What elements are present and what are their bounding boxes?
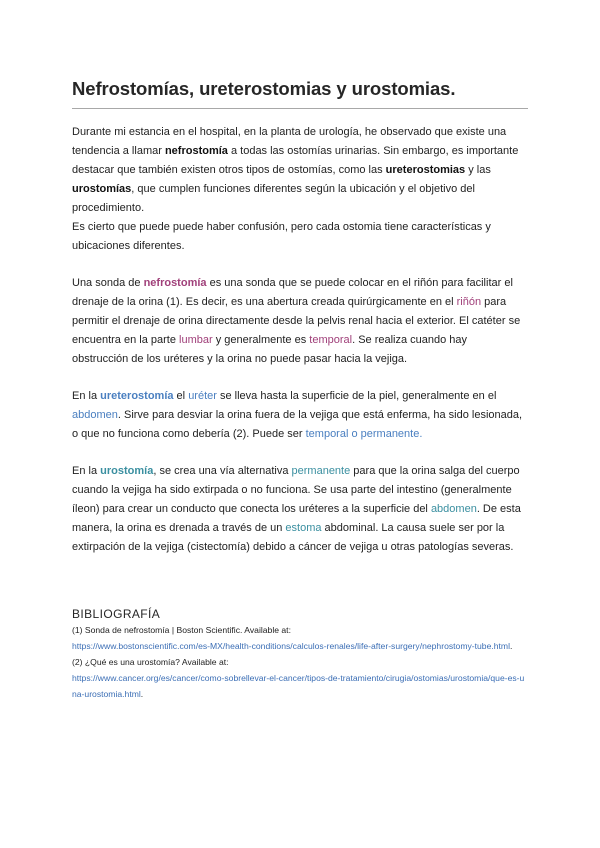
uro-text-3: para que la orina salga del cuerpo cuando la vejiga ha sido extirpada o no funciona. Se usa parte del intestino (generalmente íleon) para crear un conducto que conecta los uréteres a la superficie del — [72, 465, 520, 515]
bibliography-heading: BIBLIOGRAFÍA — [72, 607, 161, 621]
term-ureterostomias: ureterostomias — [385, 164, 466, 176]
bibliography-section — [72, 607, 526, 702]
keyword-lumbar: lumbar — [179, 334, 213, 346]
keyword-temporal-permanente: temporal o permanente. — [305, 428, 423, 440]
uretero-text-3: se lleva hasta la superficie de la piel, generalmente en el — [216, 390, 497, 402]
keyword-ureter: uréter — [188, 390, 217, 402]
intro-text-5: Es cierto que puede puede haber confusión, pero cada ostomia tiene características y ubicaciones diferentes. — [72, 221, 491, 252]
keyword-abdomen-2: abdomen — [430, 503, 477, 515]
ureterostomia-paragraph — [72, 387, 526, 444]
keyword-nefrostomia: nefrostomía — [143, 277, 207, 289]
nefrostomia-paragraph — [72, 274, 526, 369]
uretero-text-1: En la — [72, 390, 101, 402]
nefro-text-2: es una sonda que se puede colocar en el riñón para facilitar el drenaje de la orina (1). Es decir, es una abertura creada quirúrgicamente en el — [72, 277, 513, 308]
keyword-ureterostomia: ureterostomía — [100, 390, 174, 402]
keyword-temporal: temporal — [309, 334, 353, 346]
term-nefrostomia: nefrostomía — [164, 145, 228, 157]
intro-text-2: a todas las ostomías urinarias. Sin embargo, es importante destacar que también existen otros tipos de ostomías, como las — [72, 145, 519, 176]
reference-1-link[interactable]: https://www.bostonscientific.com/es-MX/health-conditions/calculos-renales/life-after-surgery/nephrostomy-tube.html — [72, 641, 510, 651]
reference-1-citation: (1) Sonda de nefrostomía | Boston Scientific. Available at: — [72, 625, 291, 635]
keyword-permanente: permanente — [291, 465, 351, 477]
reference-2-entry — [72, 670, 526, 702]
intro-text-3: y las — [465, 164, 491, 176]
nefro-text-4: y generalmente es — [212, 334, 310, 346]
uretero-text-4: . Sirve para desviar la orina fuera de la vejiga que está enferma, ha sido lesionada, o que no funciona como debería (2). Puede ser — [72, 409, 523, 440]
uro-text-5: abdominal. La causa suele ser por la extirpación de la vejiga (cistectomía) debido a cáncer de vejiga u otras patologías severas. — [72, 522, 514, 553]
intro-text-4: , que cumplen funciones diferentes según la ubicación y el objetivo del procedimiento. — [72, 183, 475, 214]
urostomia-paragraph — [72, 462, 526, 557]
intro-text-1: Durante mi estancia en el hospital, en la planta de urología, he observado que existe una tendencia a llamar — [72, 126, 507, 157]
reference-2-citation: (2) ¿Qué es una urostomía? Available at: — [72, 657, 229, 667]
uro-text-2: , se crea una vía alternativa — [153, 465, 292, 477]
nefro-text-5: . Se realiza cuando hay obstrucción de los uréteres y la orina no puede pasar hacia la vejiga. — [72, 334, 468, 365]
keyword-rinon: riñón — [456, 296, 482, 308]
reference-2-suffix: . — [140, 689, 144, 699]
keyword-estoma: estoma — [285, 522, 322, 534]
title-divider — [72, 108, 528, 109]
reference-2-link[interactable]: https://www.cancer.org/es/cancer/como-sobrellevar-el-cancer/tipos-de-tratamiento/cirugia/ostomias/urostomia/que-es-una-urostomia.html — [72, 673, 525, 699]
nefro-text-3: para permitir el drenaje de orina directamente desde la pelvis renal hacia el exterior. El catéter se encuentra en la parte — [72, 296, 521, 346]
nefro-text-1: Una sonda de — [72, 277, 144, 289]
term-urostomias: urostomías — [72, 183, 132, 195]
uro-text-4: . De esta manera, la orina es drenada a través de un — [72, 503, 521, 534]
uretero-text-2: el — [173, 390, 189, 402]
keyword-abdomen: abdomen — [72, 409, 118, 421]
uro-text-1: En la — [72, 465, 101, 477]
page-title: Nefrostomías, ureterostomias y urostomias. — [72, 78, 456, 99]
reference-1-entry — [72, 638, 526, 654]
keyword-urostomia: urostomía — [100, 465, 154, 477]
reference-1-suffix: . — [510, 641, 513, 651]
intro-paragraph — [72, 123, 526, 256]
